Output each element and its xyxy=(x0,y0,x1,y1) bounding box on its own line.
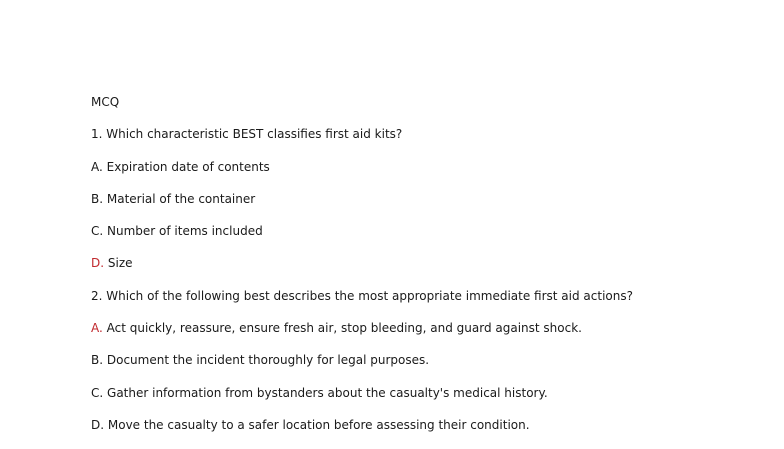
correct-answer-letter: D. xyxy=(91,256,105,271)
option-letter: A. xyxy=(91,159,103,174)
question-1-stem: 1. Which characteristic BEST classifies first aid kits? xyxy=(91,127,403,142)
option-text: Number of items included xyxy=(103,224,263,239)
option-letter: C. xyxy=(91,385,104,400)
option-text: Size xyxy=(104,256,133,271)
question-1-option-d xyxy=(91,255,771,271)
question-2-option-a xyxy=(91,320,771,336)
document-body xyxy=(91,94,771,449)
option-text: Expiration date of contents xyxy=(102,159,270,174)
option-letter: B. xyxy=(91,191,104,206)
option-letter: B. xyxy=(91,353,104,368)
option-text: Document the incident thoroughly for legal purposes. xyxy=(103,353,430,368)
question-2-stem: 2. Which of the following best describes the most appropriate immediate first aid actions? xyxy=(91,288,633,303)
question-1-option-b xyxy=(91,191,771,207)
option-letter: D. xyxy=(91,417,105,432)
option-text: Move the casualty to a safer location before assessing their condition. xyxy=(104,417,530,432)
correct-answer-letter: A. xyxy=(91,321,103,336)
option-text: Material of the container xyxy=(103,191,256,206)
question-2-option-d xyxy=(91,417,771,433)
question-1-option-c xyxy=(91,223,771,239)
option-text: Act quickly, reassure, ensure fresh air, stop bleeding, and guard against shock. xyxy=(102,321,582,336)
question-1-option-a xyxy=(91,159,771,175)
question-2-option-b xyxy=(91,352,771,368)
option-letter: C. xyxy=(91,224,104,239)
option-text: Gather information from bystanders about the casualty's medical history. xyxy=(103,385,548,400)
question-2-option-c xyxy=(91,385,771,401)
document-heading: MCQ xyxy=(91,95,120,109)
